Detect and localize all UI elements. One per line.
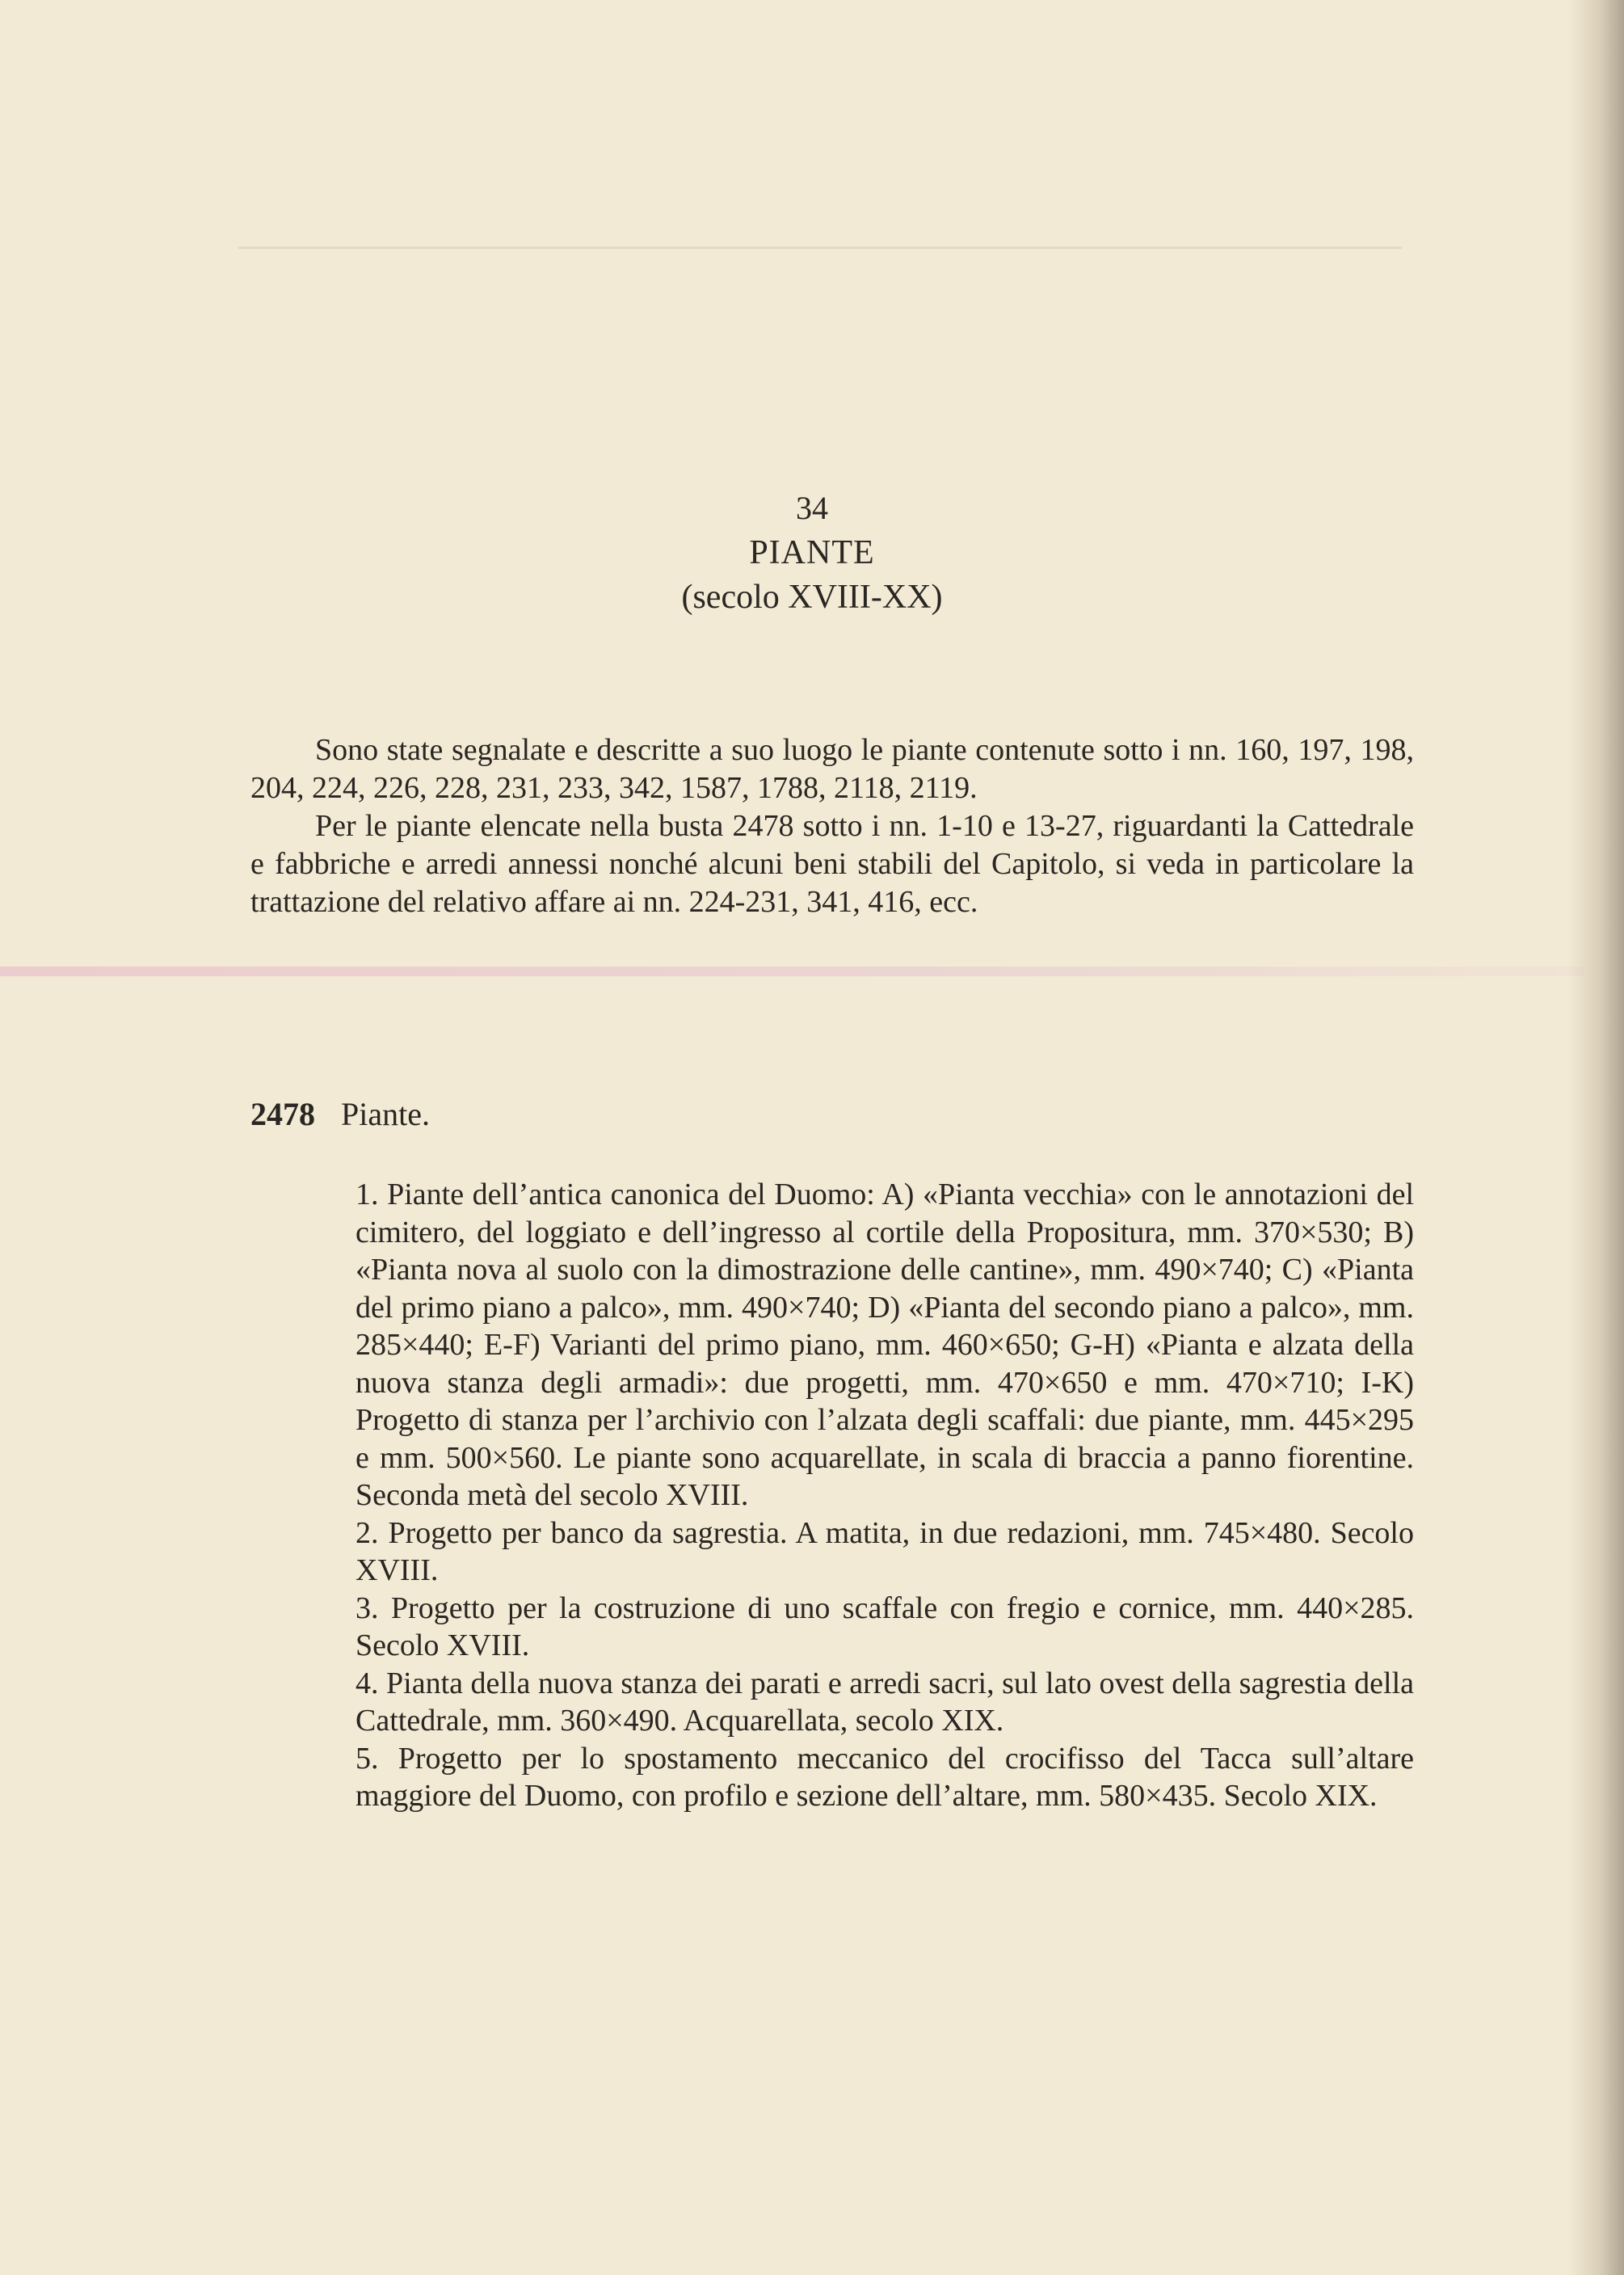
entry-item: 2. Progetto per banco da sagrestia. A matita, in due redazioni, mm. 745×480. Secolo XVIII. (356, 1515, 1414, 1587)
chapter-title: PIANTE (749, 534, 875, 571)
entry-number: 2478 (250, 1096, 315, 1132)
entry-item: 5. Progetto per lo spostamento meccanico del crocifisso del Tacca sull’altare maggiore del Duomo, con profilo e sezione dell’altare, mm. 580×435. Secolo XIX. (356, 1741, 1414, 1813)
pink-smudge (0, 967, 1584, 976)
entry-heading (250, 1095, 430, 1133)
page-edge-shadow (1567, 0, 1624, 2275)
bleed-through-rule (238, 246, 1402, 249)
entry-items (356, 1176, 1414, 1815)
entry-item: 3. Progetto per la costruzione di uno scaffale con fregio e cornice, mm. 440×285. Secolo XVIII. (356, 1590, 1414, 1662)
entry-item: 4. Pianta della nuova stanza dei parati e arredi sacri, sul lato ovest della sagrestia della Cattedrale, mm. 360×490. Acquarellata, secolo XIX. (356, 1666, 1414, 1738)
intro-paragraph: Per le piante elencate nella busta 2478 sotto i nn. 1-10 e 13-27, riguardanti la Cattedrale e fabbriche e arredi annessi nonché alcuni beni stabili del Capitolo, si veda in particolare la trattazione del relativo affare ai nn. 224-231, 341, 416, ecc. (250, 809, 1414, 919)
intro-text (250, 731, 1414, 921)
intro-paragraph: Sono state segnalate e descritte a suo luogo le piante contenute sotto i nn. 160, 197, 198, 204, 224, 226, 228, 231, 233, 342, 1587, 1788, 2118, 2119. (250, 733, 1414, 805)
chapter-number: 34 (796, 490, 828, 526)
entry-title: Piante. (341, 1096, 430, 1132)
chapter-subtitle: (secolo XVIII-XX) (681, 579, 943, 616)
entry-item: 1. Piante dell’antica canonica del Duomo: A) «Pianta vecchia» con le annotazioni del cimitero, del loggiato e dell’ingresso al cortile della Propositura, mm. 370×530; B) «Pianta nova al suolo con la dimostrazione delle cantine», mm. 490×740; C) «Pianta del primo piano a palco», mm. 490×740; D) «Pianta del secondo piano a palco», mm. 285×440; E-F) Varianti del primo piano, mm. 460×650; G-H) «Pianta e alzata della nuova stanza degli armadi»: due progetti, mm. 470×650 e mm. 470×710; I-K) Progetto di stanza per l’archivio con l’alzata degli scaffali: due piante, mm. 445×295 e mm. 500×560. Le piante sono acquarellate, in scala di braccia a panno fiorentine. Seconda metà del secolo XVIII. (356, 1178, 1414, 1512)
